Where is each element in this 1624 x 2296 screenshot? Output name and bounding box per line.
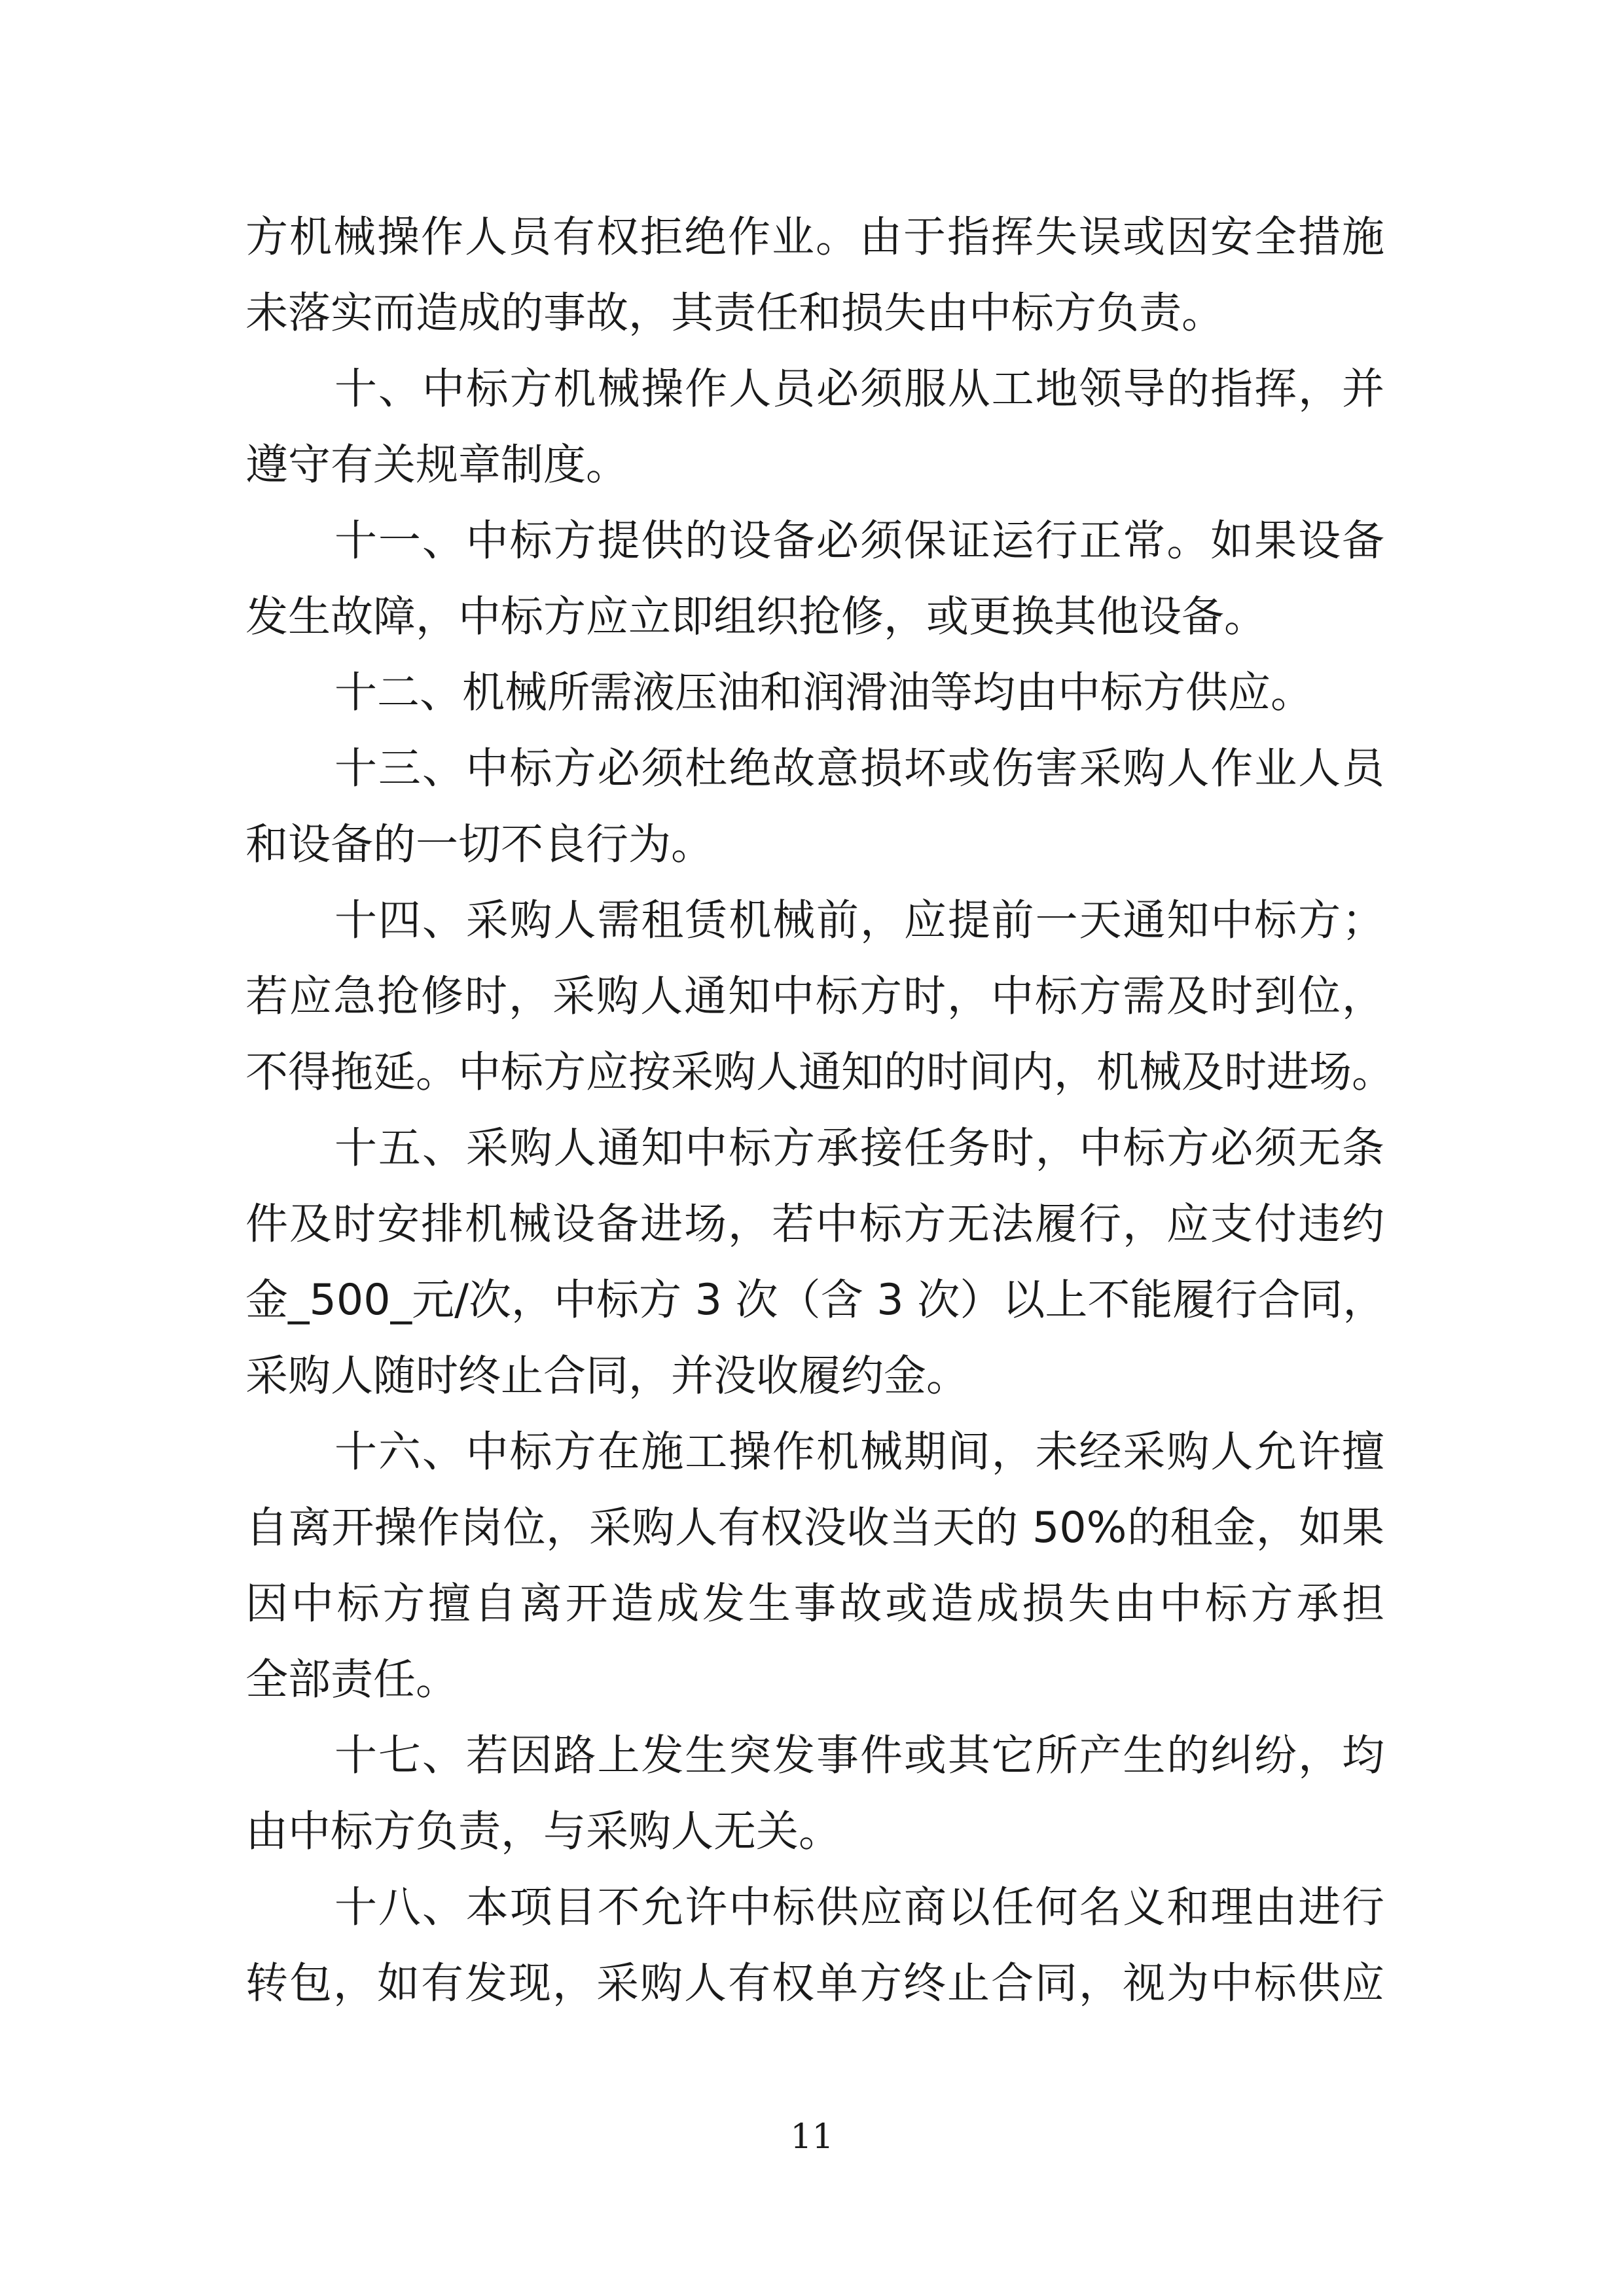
text-line: 采购人随时终止合同，并没收履约金。 (245, 1352, 969, 1401)
text-line: 和设备的一切不良行为。 (245, 820, 714, 869)
page-number: 11 (790, 2117, 834, 2157)
text-line: 若应急抢修时，采购人通知中标方时，中标方需及时到位， (245, 972, 1384, 1021)
text-line: 件及时安排机械设备进场，若中标方无法履行，应支付违约 (245, 1200, 1384, 1249)
text-line: 十三、中标方必须杜绝故意损坏或伤害采购人作业人员 (334, 744, 1384, 793)
text-line: 转包，如有发现，采购人有权单方终止合同，视为中标供应 (245, 1959, 1384, 2008)
text-line: 遵守有关规章制度。 (245, 440, 629, 490)
text-line: 十四、采购人需租赁机械前，应提前一天通知中标方； (334, 896, 1384, 945)
text-line: 自离开操作岗位，采购人有权没收当天的 50%的租金，如果 (245, 1503, 1384, 1552)
text-line: 十六、中标方在施工操作机械期间，未经采购人允许擅 (334, 1427, 1384, 1477)
text-line: 十五、采购人通知中标方承接任务时，中标方必须无条 (334, 1124, 1384, 1173)
text-line: 因中标方擅自离开造成发生事故或造成损失由中标方承担 (245, 1579, 1384, 1628)
text-line: 十二、机械所需液压油和润滑油等均由中标方供应。 (334, 668, 1314, 717)
text-line: 十、中标方机械操作人员必须服从工地领导的指挥，并 (334, 365, 1384, 414)
text-line: 方机械操作人员有权拒绝作业。由于指挥失误或因安全措施 (245, 213, 1384, 262)
text-line: 金_500_元/次，中标方 3 次（含 3 次）以上不能履行合同， (245, 1276, 1386, 1325)
text-line: 十一、中标方提供的设备必须保证运行正常。如果设备 (334, 516, 1384, 565)
text-line: 不得拖延。中标方应按采购人通知的时间内，机械及时进场。 (245, 1048, 1395, 1097)
text-line: 十七、若因路上发生突发事件或其它所产生的纠纷，均 (334, 1731, 1384, 1780)
text-line: 由中标方负责，与采购人无关。 (245, 1807, 842, 1856)
text-line: 发生故障，中标方应立即组织抢修，或更换其他设备。 (245, 592, 1267, 641)
text-line: 未落实而造成的事故，其责任和损失由中标方负责。 (245, 289, 1225, 338)
text-line: 全部责任。 (245, 1655, 459, 1704)
text-line: 十八、本项目不允许中标供应商以任何名义和理由进行 (334, 1883, 1384, 1932)
